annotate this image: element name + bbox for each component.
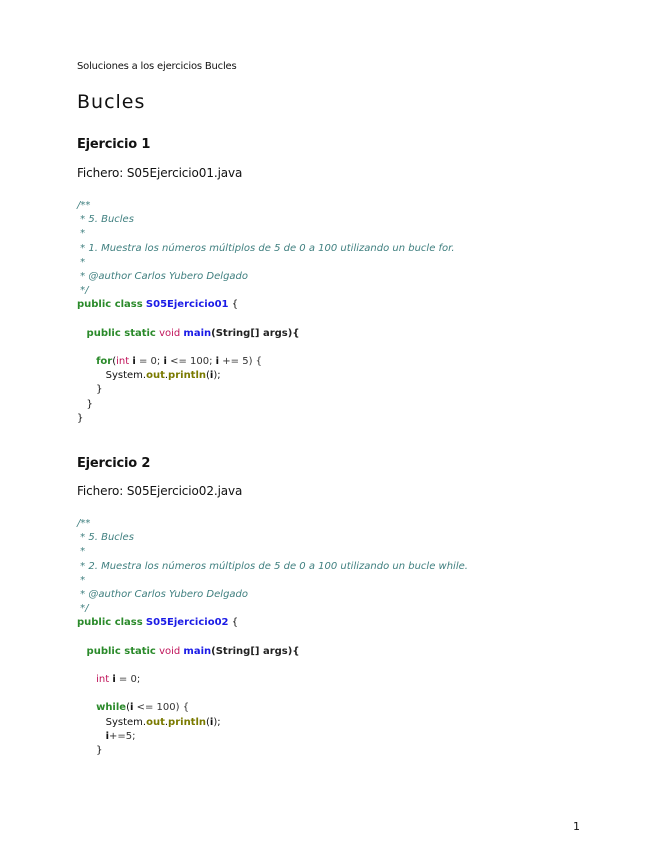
code-comment-line: * 2. Muestra los números múltiplos de 5 de 0 a 100 utilizando un bucle while. [77,560,468,572]
code-punctuation: ( [206,716,210,728]
code-line-main-decl [77,645,468,659]
code-variable: i [112,674,116,686]
code-params: (String[] args){ [211,327,300,339]
code-variable: i [132,356,136,368]
code-line-class-decl [77,298,455,312]
code-expression: += 5) { [219,356,263,368]
exercise-1-code-block [77,199,455,426]
code-punctuation: { [231,617,239,629]
code-keyword: public class [77,299,143,311]
code-comment-line: * [77,574,86,586]
code-expression: <= 100) { [133,702,190,714]
code-variable: i [163,356,167,368]
code-comment-line: */ [77,603,89,615]
code-field: out [146,370,165,382]
code-line-for [77,355,455,369]
code-type-keyword: void [159,645,181,657]
code-punctuation: ( [112,356,117,368]
code-expression: = 0; [135,356,164,368]
code-punctuation: . [164,716,169,728]
code-comment-line: /** [77,200,91,211]
code-punctuation: } [96,745,103,756]
code-punctuation: ); [213,716,221,728]
code-comment-line: */ [77,285,89,297]
code-line-close [77,383,455,397]
code-comment-line: * [77,256,86,268]
code-comment-line: * [77,546,86,558]
code-line-blank [77,687,468,701]
code-keyword: public class [77,617,143,629]
running-header: Soluciones a los ejercicios Bucles [77,61,237,72]
code-line-main-decl [77,327,455,341]
code-system: System. [105,716,147,728]
code-system: System. [105,370,147,382]
code-punctuation: . [164,370,169,382]
code-type-keyword: int [116,356,130,368]
code-comment-line: * 1. Muestra los números múltiplos de 5 de 0 a 100 utilizando un bucle for. [77,242,455,254]
exercise-2-code-block [77,517,468,758]
code-class-name: S05Ejercicio02 [145,617,229,629]
code-class-name: S05Ejercicio01 [145,299,229,311]
code-method-name: main [183,327,212,339]
code-punctuation: ( [206,370,210,382]
code-line-close [77,412,455,426]
code-line-println [77,369,455,383]
code-punctuation: } [86,398,93,410]
code-variable: i [129,702,134,714]
code-method-call: println [168,716,207,728]
code-variable: i [215,356,220,368]
code-expression: +=5; [109,730,136,742]
code-type-keyword: void [159,327,181,339]
code-expression: <= 100; [166,356,216,368]
code-line-close [77,744,468,758]
code-comment-line: * @author Carlos Yubero Delgado [77,270,249,282]
code-expression: = 0; [115,674,141,686]
code-comment-line: * [77,228,86,240]
exercise-1-heading: Ejercicio 1 [77,137,151,152]
code-keyword: public static [86,645,156,657]
code-comment-line: * @author Carlos Yubero Delgado [77,588,249,600]
code-keyword: public static [86,327,156,339]
code-variable: i [209,716,214,728]
code-comment-line: /** [77,518,91,529]
code-line-blank [77,341,455,355]
code-line-close [77,398,455,412]
code-comment-line: * 5. Bucles [77,532,134,544]
exercise-2-filename: Fichero: S05Ejercicio02.java [77,484,243,498]
code-method-call: println [168,370,207,382]
code-params: (String[] args){ [211,645,300,657]
code-keyword: for [96,356,113,368]
code-punctuation: { [231,299,239,311]
page-number: 1 [573,820,580,833]
code-line-class-decl [77,616,468,630]
code-line-while [77,701,468,715]
code-comment-line: * 5. Bucles [77,214,134,226]
code-line-println [77,716,468,730]
exercise-2-heading: Ejercicio 2 [77,456,151,471]
code-line-int-decl [77,673,468,687]
code-keyword: while [96,702,127,714]
code-line-blank [77,313,455,327]
code-line-blank [77,659,468,673]
code-field: out [146,716,165,728]
code-punctuation: ); [213,370,221,382]
document-title: Bucles [77,91,146,113]
code-line-blank [77,631,468,645]
code-punctuation: ( [126,702,130,714]
code-line-increment [77,730,468,744]
code-punctuation: } [96,384,103,396]
code-variable: i [105,730,110,742]
code-variable: i [209,370,214,382]
code-punctuation: } [77,412,84,424]
code-method-name: main [183,645,212,657]
exercise-1-filename: Fichero: S05Ejercicio01.java [77,166,243,180]
code-type-keyword: int [96,674,110,686]
